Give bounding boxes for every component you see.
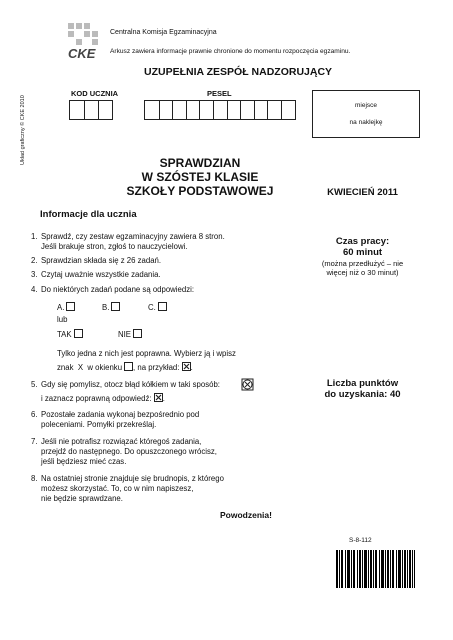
checkbox-icon (124, 362, 133, 371)
exam-date: KWIECIEŃ 2011 (327, 187, 398, 198)
instruction-8-line1: Na ostatniej stronie znajduje się brudnopis, z którego (41, 474, 224, 483)
side-credit: Układ graficzny © CKE 2010 (20, 95, 26, 165)
time-label: Czas pracy: (335, 236, 390, 247)
checkbox-icon (66, 302, 75, 311)
title-line2: W SZÓSTEJ KLASIE (141, 170, 259, 184)
checked-box-icon (154, 393, 163, 402)
instruction-8-line2: możesz skorzystać. To, co w nim napiszesz, (41, 484, 194, 493)
instruction-3: Czytaj uważnie wszystkie zadania. (41, 270, 161, 279)
item-number: 2. (31, 256, 38, 265)
info-heading: Informacje dla ucznia (40, 209, 137, 220)
item-number: 1. (31, 232, 38, 241)
checkbox-icon (111, 302, 120, 311)
checkbox-icon (133, 329, 142, 338)
time-value: 60 minut (342, 247, 383, 258)
option-no: NIE (118, 329, 142, 341)
item-number: 7. (31, 437, 38, 446)
sticker-line2: na naklejkę (349, 119, 383, 126)
only-one-text: Tylko jedna z nich jest poprawna. Wybierz ją i wpisz (57, 349, 236, 358)
barcode-icon (336, 550, 415, 588)
item-number: 5. (31, 380, 38, 389)
mark-instruction: znak X w okienku , na przykład: . (57, 363, 193, 372)
time-note-line1: (można przedłużyć – nie (321, 259, 404, 268)
good-luck: Powodzenia! (220, 510, 272, 520)
sticker-line1: miejsce (354, 102, 378, 109)
instruction-7-line3: jeśli będziesz mieć czas. (41, 457, 127, 466)
instruction-7-line1: Jeśli nie potrafisz rozwiązać któregoś zadania, (41, 437, 202, 446)
item-number: 3. (31, 270, 38, 279)
instruction-5-line2: i zaznacz poprawną odpowiedź: . (41, 394, 165, 403)
checkbox-icon (158, 302, 167, 311)
title-line1: SPRAWDZIAN (159, 156, 241, 170)
instruction-6-line2: poleceniami. Pomyłki przekreślaj. (41, 420, 157, 429)
instruction-8-line3: nie będzie sprawdzane. (41, 494, 123, 503)
instruction-1-line1: Sprawdź, czy zestaw egzaminacyjny zawiera 8 stron. (41, 232, 225, 241)
points-value: do uzyskania: 40 (324, 389, 401, 400)
item-number: 4. (31, 285, 38, 294)
option-a: A. (57, 302, 75, 314)
pesel-label: PESEL (207, 89, 232, 98)
sheet-code: S-8-112 (349, 537, 372, 544)
option-b: B. (102, 302, 120, 314)
option-c: C. (148, 302, 167, 314)
option-yes: TAK (57, 329, 83, 341)
item-number: 6. (31, 410, 38, 419)
title-line3: SZKOŁY PODSTAWOWEJ (126, 184, 274, 198)
instruction-5-line1: Gdy się pomylisz, otocz błąd kółkiem w taki sposób: (41, 380, 220, 389)
legal-notice: Arkusz zawiera informacje prawnie chronione do momentu rozpoczęcia egzaminu. (110, 48, 351, 55)
instruction-2: Sprawdzian składa się z 26 zadań. (41, 256, 162, 265)
sticker-area (312, 90, 420, 138)
time-note-line2: więcej niż o 30 minut) (326, 268, 399, 277)
student-code-field[interactable] (69, 100, 113, 120)
or-label: lub (57, 315, 68, 324)
checked-box-icon (182, 362, 191, 371)
exam-title (120, 156, 280, 198)
circled-cross-icon (241, 378, 254, 391)
cke-logo (66, 20, 102, 62)
pesel-field[interactable] (144, 100, 296, 120)
svg-text:CKE: CKE (68, 46, 96, 61)
instruction-1-line2: Jeśli brakuje stron, zgłoś to nauczycielowi. (41, 242, 188, 251)
student-code-label: KOD UCZNIA (71, 89, 119, 98)
checkbox-icon (74, 329, 83, 338)
points-label: Liczba punktów (326, 378, 399, 389)
instruction-4: Do niektórych zadań podane są odpowiedzi: (41, 285, 195, 294)
institution-name: Centralna Komisja Egzaminacyjna (110, 29, 217, 36)
committee-heading: UZUPEŁNIA ZESPÓŁ NADZORUJĄCY (144, 66, 333, 78)
instruction-6-line1: Pozostałe zadania wykonaj bezpośrednio pod (41, 410, 200, 419)
item-number: 8. (31, 474, 38, 483)
instruction-7-line2: przejdź do następnego. Do opuszczonego wrócisz, (41, 447, 217, 456)
